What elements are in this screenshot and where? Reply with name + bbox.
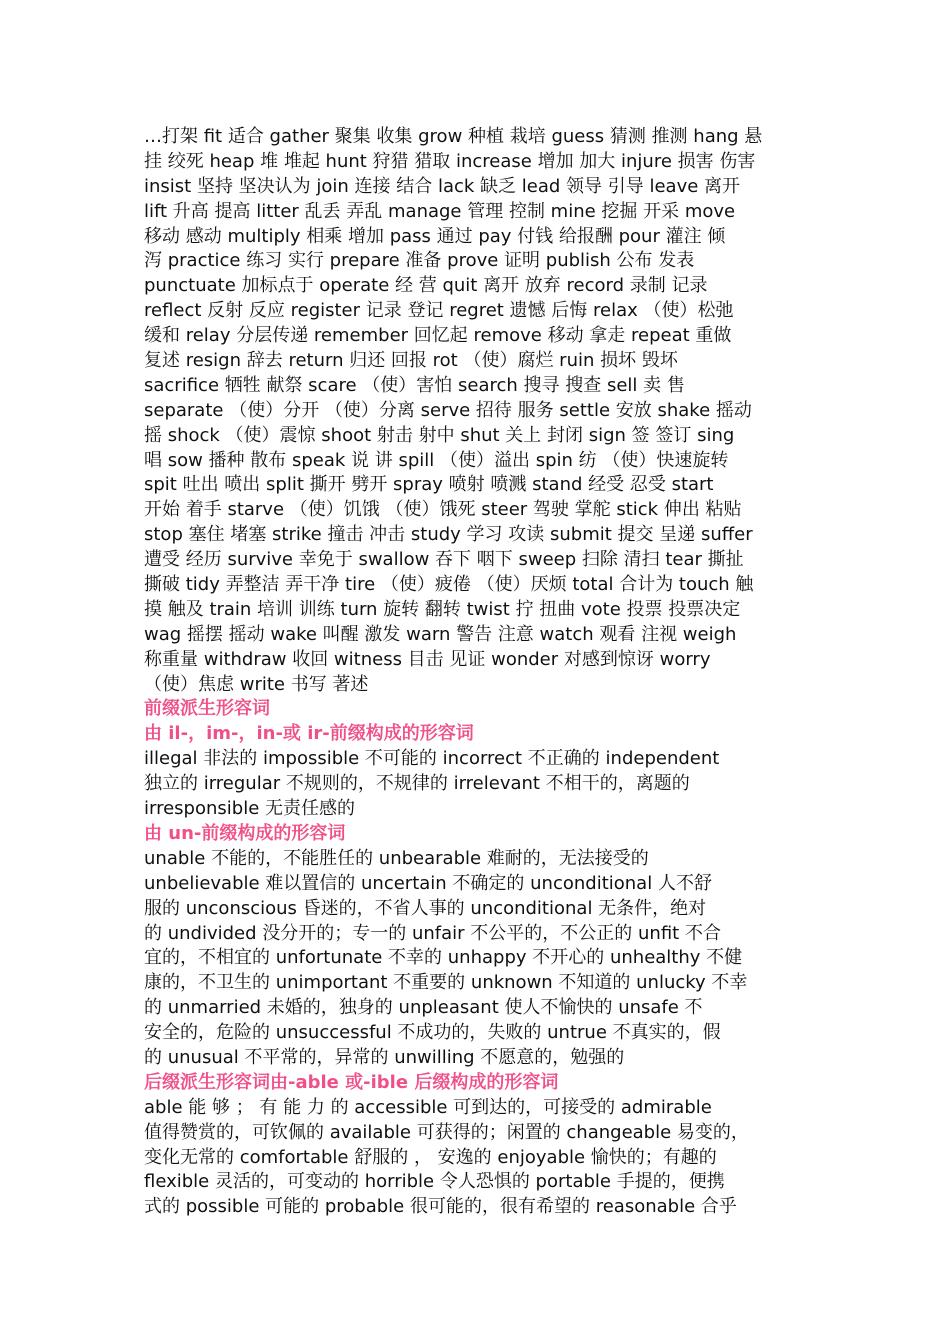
text-line: sacrifice 牺牲 献祭 scare （使）害怕 search 搜寻 搜查 sell 卖 售: [144, 374, 685, 396]
text-line: 摇 shock （使）震惊 shoot 射击 射中 shut 关上 封闭 sign 签 签订 sing: [144, 424, 735, 446]
text-line: unable 不能的，不能胜任的 unbearable 难耐的，无法接受的: [144, 847, 649, 869]
text-line: insist 坚持 坚决认为 join 连接 结合 lack 缺乏 lead 领导 引导 leave 离开: [144, 175, 741, 197]
text-line: 变化无常的 comfortable 舒服的 ， 安逸的 enjoyable 愉快的；有趣的: [144, 1146, 717, 1168]
text-line: （使）焦虑 write 书写 著述: [144, 673, 369, 695]
text-line: reflect 反射 反应 register 记录 登记 regret 遗憾 后悔 relax （使）松弛: [144, 300, 734, 322]
text-line: …打架 fit 适合 gather 聚集 收集 grow 种植 栽培 guess 猜测 推测 hang 悬: [144, 126, 763, 147]
text-line: unbelievable 难以置信的 uncertain 不确定的 unconditional 人不舒: [144, 872, 712, 894]
text-line: flexible 灵活的，可变动的 horrible 令人恐惧的 portable 手提的，便携: [144, 1171, 725, 1193]
text-line: able 能 够 ； 有 能 力 的 accessible 可到达的，可接受的 admirable: [144, 1096, 712, 1118]
text-line: lift 升高 提高 litter 乱丢 弄乱 manage 管理 控制 mine 挖掘 开采 move: [144, 200, 736, 222]
text-line: 式的 possible 可能的 probable 很可能的，很有希望的 reasonable 合乎: [144, 1196, 737, 1218]
text-line: 独立的 irregular 不规则的，不规律的 irrelevant 不相干的，离题的: [144, 773, 690, 795]
text-line: spit 吐出 喷出 split 撕开 劈开 spray 喷射 喷溅 stand 经受 忍受 start: [144, 474, 714, 496]
text-line: 的 unusual 不平常的，异常的 unwilling 不愿意的，勉强的: [144, 1046, 625, 1068]
text-line: 安全的，危险的 unsuccessful 不成功的，失败的 untrue 不真实的，假: [144, 1022, 721, 1044]
text-line: stop 塞住 堵塞 strike 撞击 冲击 study 学习 攻读 submit 提交 呈递 suffer: [144, 524, 753, 546]
text-line: irresponsible 无责任感的: [144, 798, 355, 820]
text-line: 移动 感动 multiply 相乘 增加 pass 通过 pay 付钱 给报酬 pour 灌注 倾: [144, 225, 726, 247]
text-line: wag 摇摆 摇动 wake 叫醒 激发 warn 警告 注意 watch 观看 注视 weigh: [144, 623, 737, 645]
section-heading: 由 il-，im-，in-或 ir-前缀构成的形容词: [144, 723, 474, 745]
text-line: 的 undivided 没分开的；专一的 unfair 不公平的，不公正的 unfit 不合: [144, 922, 721, 944]
text-line: 称重量 withdraw 收回 witness 目击 见证 wonder 对感到惊讶 worry: [144, 648, 711, 670]
text-line: 康的，不卫生的 unimportant 不重要的 unknown 不知道的 unlucky 不幸: [144, 972, 748, 994]
text-line: 服的 unconscious 昏迷的，不省人事的 unconditional 无条件，绝对: [144, 897, 707, 919]
text-line: separate （使）分开 （使）分离 serve 招待 服务 settle 安放 shake 摇动: [144, 399, 752, 421]
section-heading: 由 un-前缀构成的形容词: [144, 822, 346, 844]
text-line: 的 unmarried 未婚的，独身的 unpleasant 使人不愉快的 unsafe 不: [144, 997, 703, 1019]
section-heading: 前缀派生形容词: [144, 698, 270, 720]
text-line: 缓和 relay 分层传递 remember 回忆起 remove 移动 拿走 repeat 重做: [144, 325, 732, 347]
text-line: 遭受 经历 survive 幸免于 swallow 吞下 咽下 sweep 扫除 清扫 tear 撕扯: [144, 549, 744, 571]
text-line: 挂 绞死 heap 堆 堆起 hunt 狩猎 猎取 increase 增加 加大 injure 损害 伤害: [144, 150, 756, 172]
text-line: punctuate 加标点于 operate 经 营 quit 离开 放弃 record 录制 记录: [144, 275, 708, 297]
document-body: [144, 125, 809, 1220]
text-line: 唱 sow 播种 散布 speak 说 讲 spill （使）溢出 spin 纺 （使）快速旋转: [144, 449, 729, 471]
text-line: 宜的，不相宜的 unfortunate 不幸的 unhappy 不开心的 unhealthy 不健: [144, 947, 743, 969]
section-heading: 后缀派生形容词由-able 或-ible 后缀构成的形容词: [144, 1071, 559, 1093]
text-line: illegal 非法的 impossible 不可能的 incorrect 不正确的 independent: [144, 748, 720, 770]
text-line: 复述 resign 辞去 return 归还 回报 rot （使）腐烂 ruin 损坏 毁坏: [144, 350, 678, 372]
text-line: 摸 触及 train 培训 训练 turn 旋转 翻转 twist 拧 扭曲 vote 投票 投票决定: [144, 598, 741, 620]
text-line: 开始 着手 starve （使）饥饿 （使）饿死 steer 驾驶 掌舵 stick 伸出 粘贴: [144, 499, 742, 521]
text-line: 泻 practice 练习 实行 prepare 准备 prove 证明 publish 公布 发表: [144, 250, 695, 272]
text-line: 撕破 tidy 弄整洁 弄干净 tire （使）疲倦 （使）厌烦 total 合计为 touch 触: [144, 574, 754, 596]
text-line: 值得赞赏的，可钦佩的 available 可获得的；闲置的 changeable 易变的，: [144, 1121, 749, 1143]
